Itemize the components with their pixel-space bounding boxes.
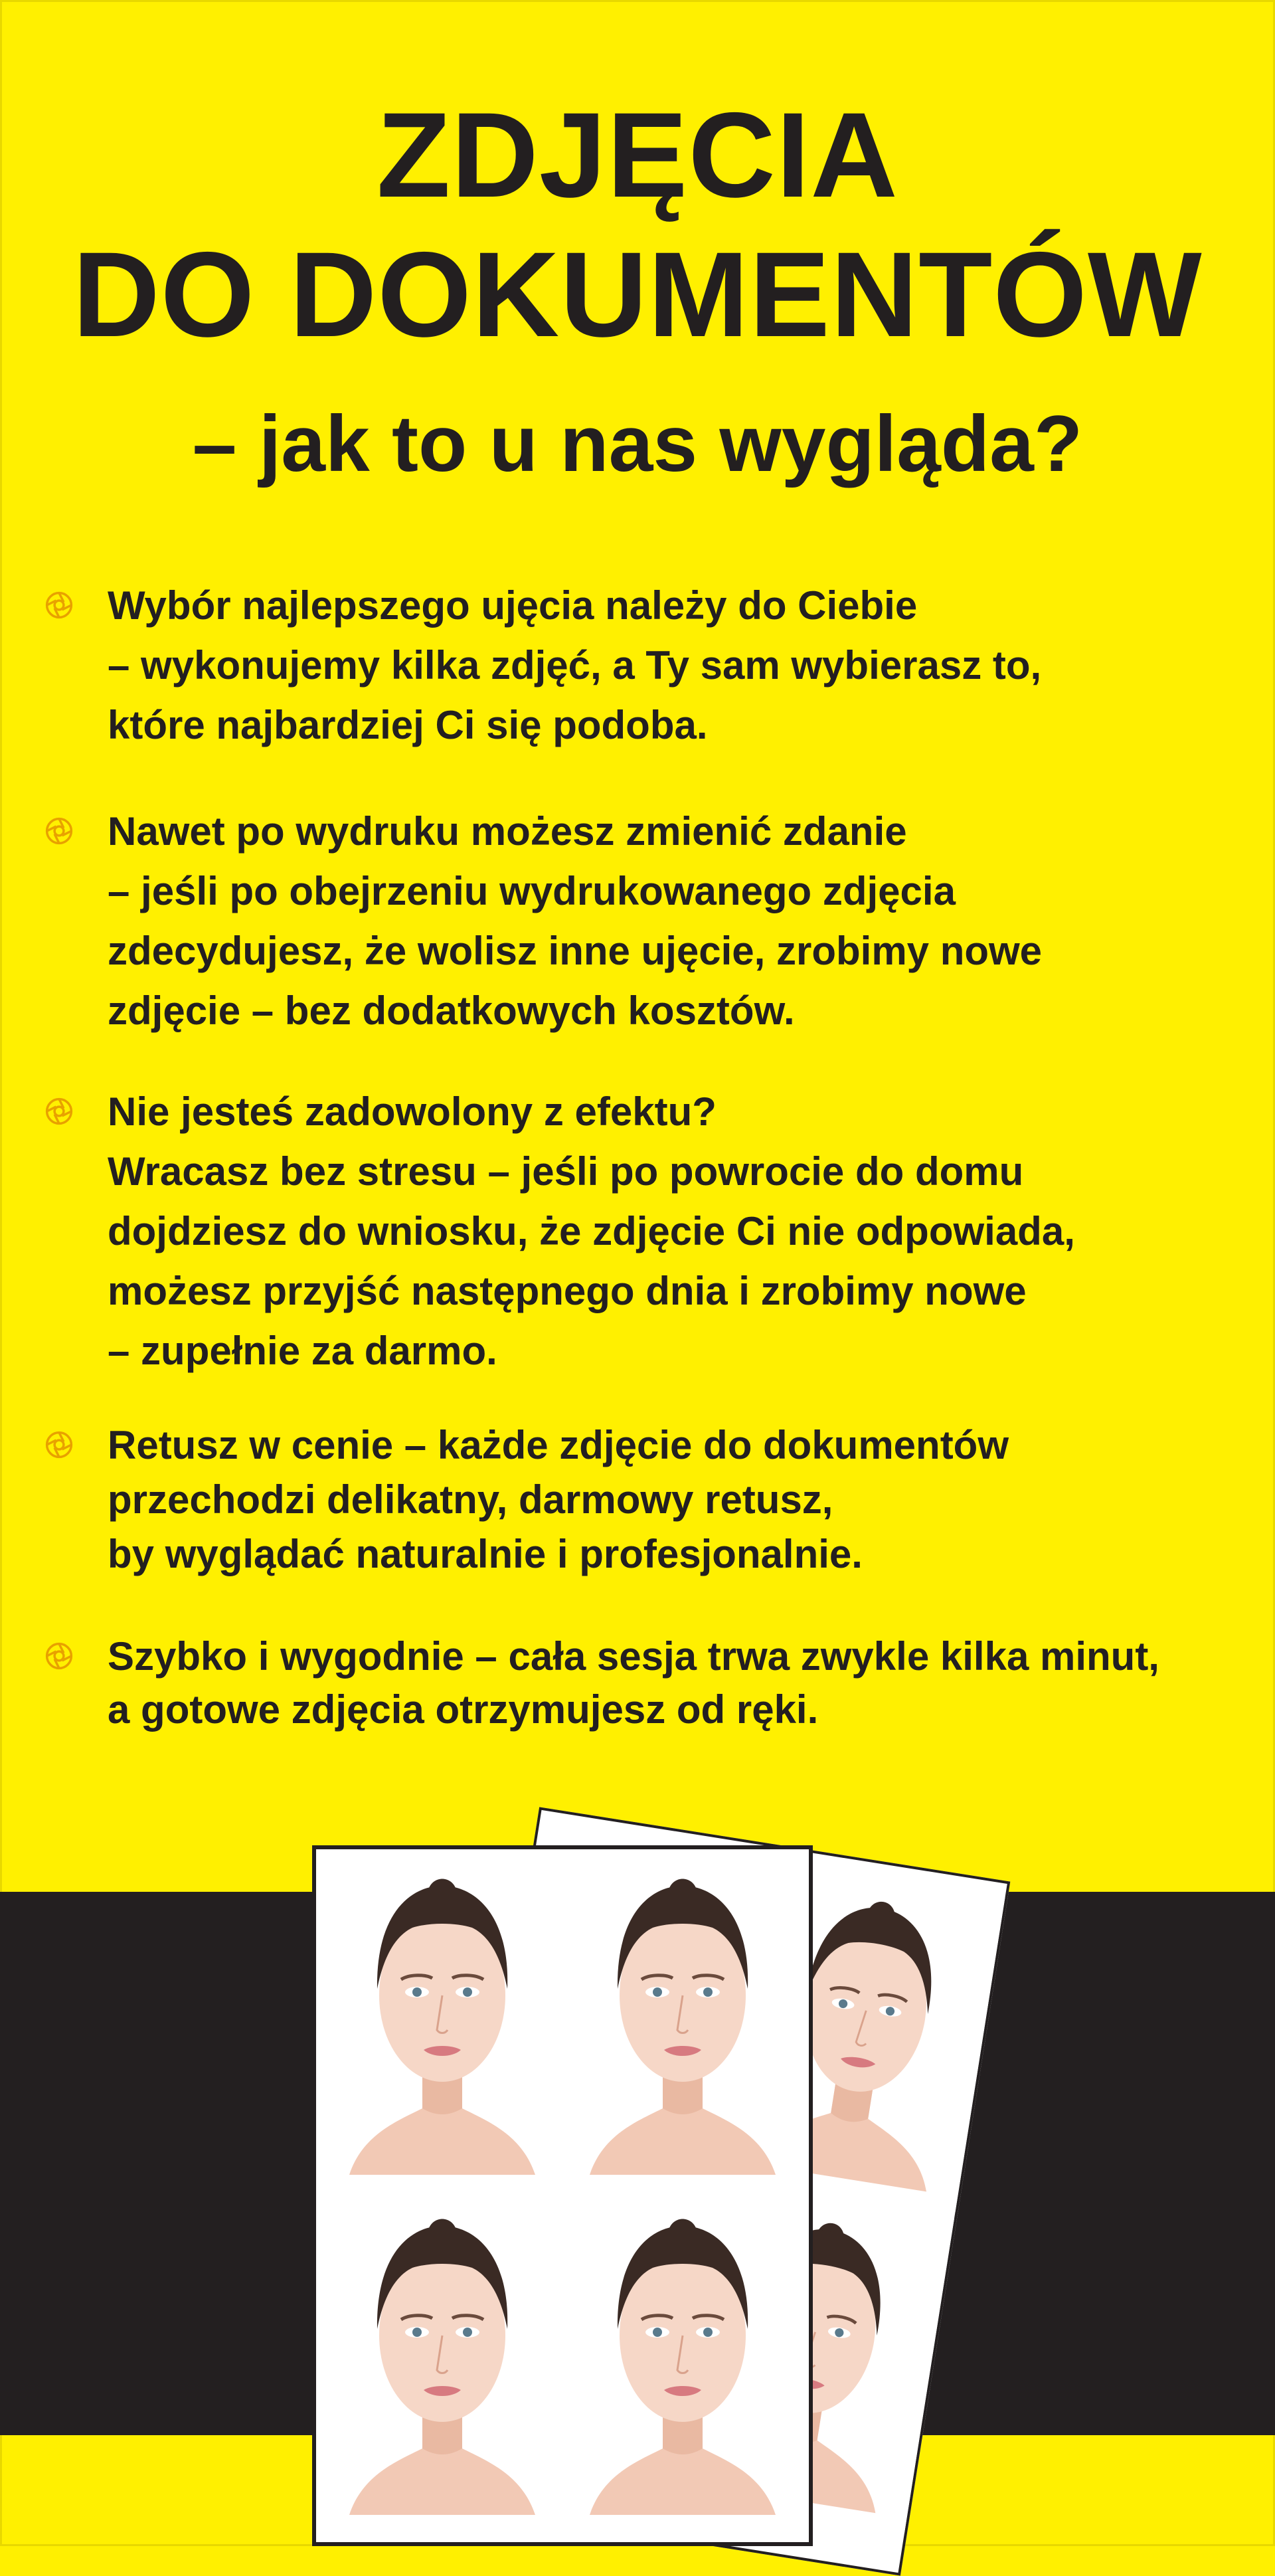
feature-text: Szybko i wygodnie – cała sesja trwa zwykle kilka minut, [108,1634,1159,1679]
title-line-2: DO DOKUMENTÓW [72,227,1203,362]
feature-text: zdecydujesz, że wolisz inne ujęcie, zrobimy nowe [108,929,1043,973]
camera-aperture-icon [44,1641,74,1671]
feature-text: a gotowe zdjęcia otrzymujesz od ręki. [108,1687,819,1732]
camera-aperture-icon [44,1096,74,1127]
face-illustration [323,2196,562,2515]
feature-text: przechodzi delikatny, darmowy retusz, [108,1477,833,1522]
portrait-photo [323,1856,562,2175]
camera-aperture-icon [44,816,74,846]
feature-text: Retusz w cenie – każde zdjęcie do dokumentów [108,1423,1009,1467]
subtitle: – jak to u nas wygląda? [192,399,1083,488]
portrait-photo [563,2196,802,2515]
face-illustration [563,1856,802,2175]
portrait-photo [563,1856,802,2175]
portrait-photo [323,2196,562,2515]
photo-sheet-front [312,1845,813,2546]
feature-text: Wybór najlepszego ujęcia należy do Ciebie [108,583,918,628]
feature-text: możesz przyjść następnego dnia i zrobimy nowe [108,1269,1027,1313]
feature-text: – wykonujemy kilka zdjęć, a Ty sam wybierasz to, [108,643,1042,688]
feature-text: – zupełnie za darmo. [108,1329,497,1373]
feature-text: Nawet po wydruku możesz zmienić zdanie [108,809,907,854]
feature-text: – jeśli po obejrzeniu wydrukowanego zdjęcia [108,869,956,913]
title-line-1: ZDJĘCIA [377,87,898,223]
face-illustration [563,2196,802,2515]
feature-text: zdjęcie – bez dodatkowych kosztów. [108,988,795,1033]
camera-aperture-icon [44,1429,74,1460]
camera-aperture-icon [44,590,74,620]
feature-text: dojdziesz do wniosku, że zdjęcie Ci nie odpowiada, [108,1209,1075,1253]
feature-text: by wyglądać naturalnie i profesjonalnie. [108,1532,863,1576]
feature-text: Wracasz bez stresu – jeśli po powrocie do domu [108,1149,1024,1194]
feature-text: Nie jesteś zadowolony z efektu? [108,1089,717,1134]
feature-text: które najbardziej Ci się podoba. [108,703,708,747]
face-illustration [323,1856,562,2175]
